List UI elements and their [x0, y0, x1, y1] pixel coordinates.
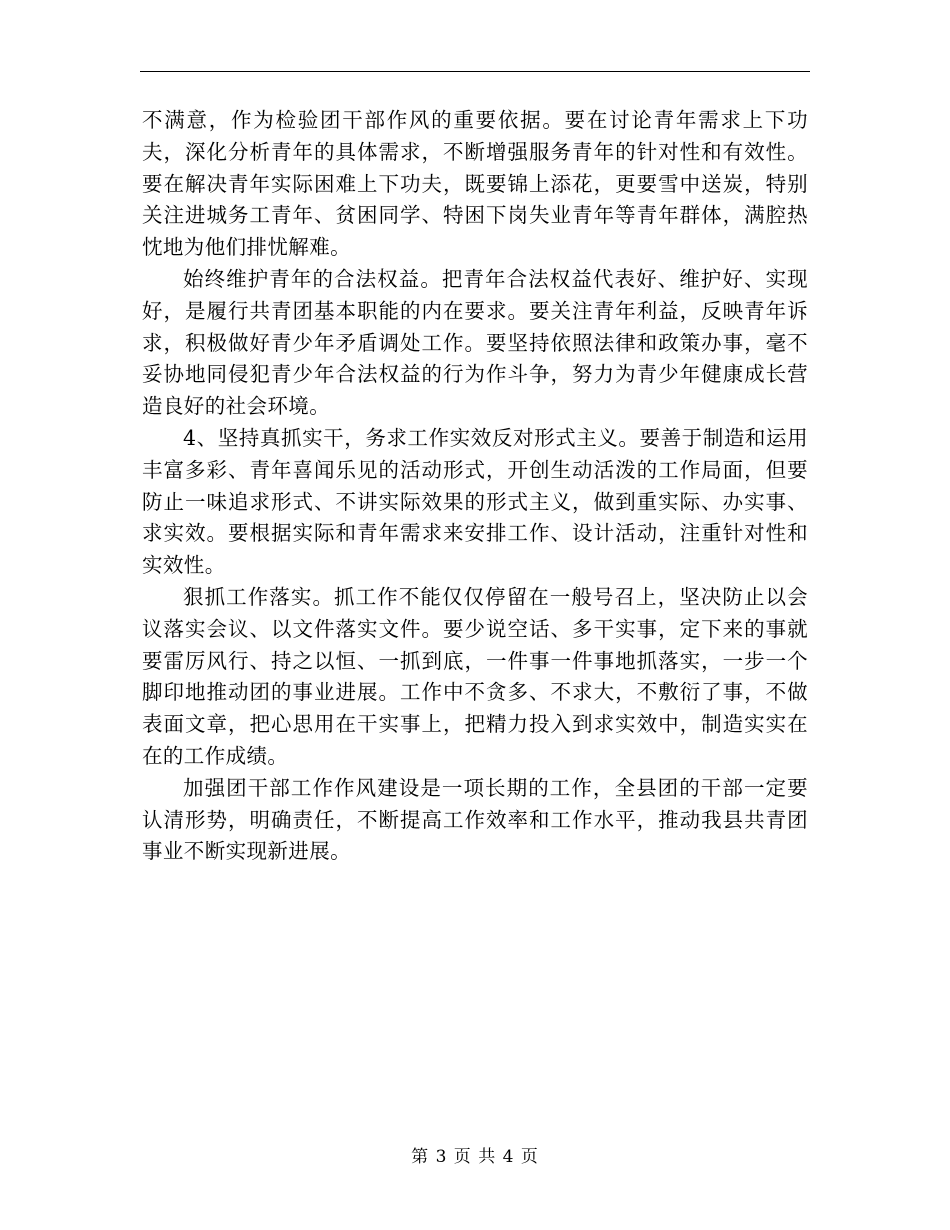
paragraph-2: 始终维护青年的合法权益。把青年合法权益代表好、维护好、实现好，是履行共青团基本职能的内在要求。要关注青年利益，反映青年诉求，积极做好青少年矛盾调处工作。要坚持依照法律和政策办事，毫不妥协地同侵犯青少年合法权益的行为作斗争，努力为青少年健康成长营造良好的社会环境。 — [142, 266, 808, 419]
paragraph-1: 不满意，作为检验团干部作风的重要依据。要在讨论青年需求上下功夫，深化分析青年的具体需求，不断增强服务青年的针对性和有效性。要在解决青年实际困难上下功夫，既要锦上添花，更要雪中送炭，特别关注进城务工青年、贫困同学、特困下岗失业青年等青年群体，满腔热忱地为他们排忧解难。 — [142, 108, 808, 260]
paragraph-4: 狠抓工作落实。抓工作不能仅仅停留在一般号召上，坚决防止以会议落实会议、以文件落实文件。要少说空话、多干实事，定下来的事就要雷厉风行、持之以恒、一抓到底，一件事一件事地抓落实，一步一个脚印地推动团的事业进展。工作中不贪多、不求大，不敷衍了事，不做表面文章，把心思用在干实事上，把精力投入到求实效中，制造实实在在的工作成绩。 — [142, 584, 808, 768]
paragraph-3: 4、坚持真抓实干，务求工作实效反对形式主义。要善于制造和运用丰富多彩、青年喜闻乐见的活动形式，开创生动活泼的工作局面，但要防止一味追求形式、不讲实际效果的形式主义，做到重实际、办实事、求实效。要根据实际和青年需求来安排工作、设计活动，注重针对性和实效性。 — [142, 425, 808, 578]
document-body — [142, 105, 808, 868]
paragraph-5: 加强团干部工作作风建设是一项长期的工作，全县团的干部一定要认清形势，明确责任，不断提高工作效率和工作水平，推动我县共青团事业不断实现新进展。 — [142, 775, 808, 864]
page-number-footer: 第 3 页 共 4 页 — [411, 1147, 539, 1167]
header-rule — [140, 71, 810, 72]
